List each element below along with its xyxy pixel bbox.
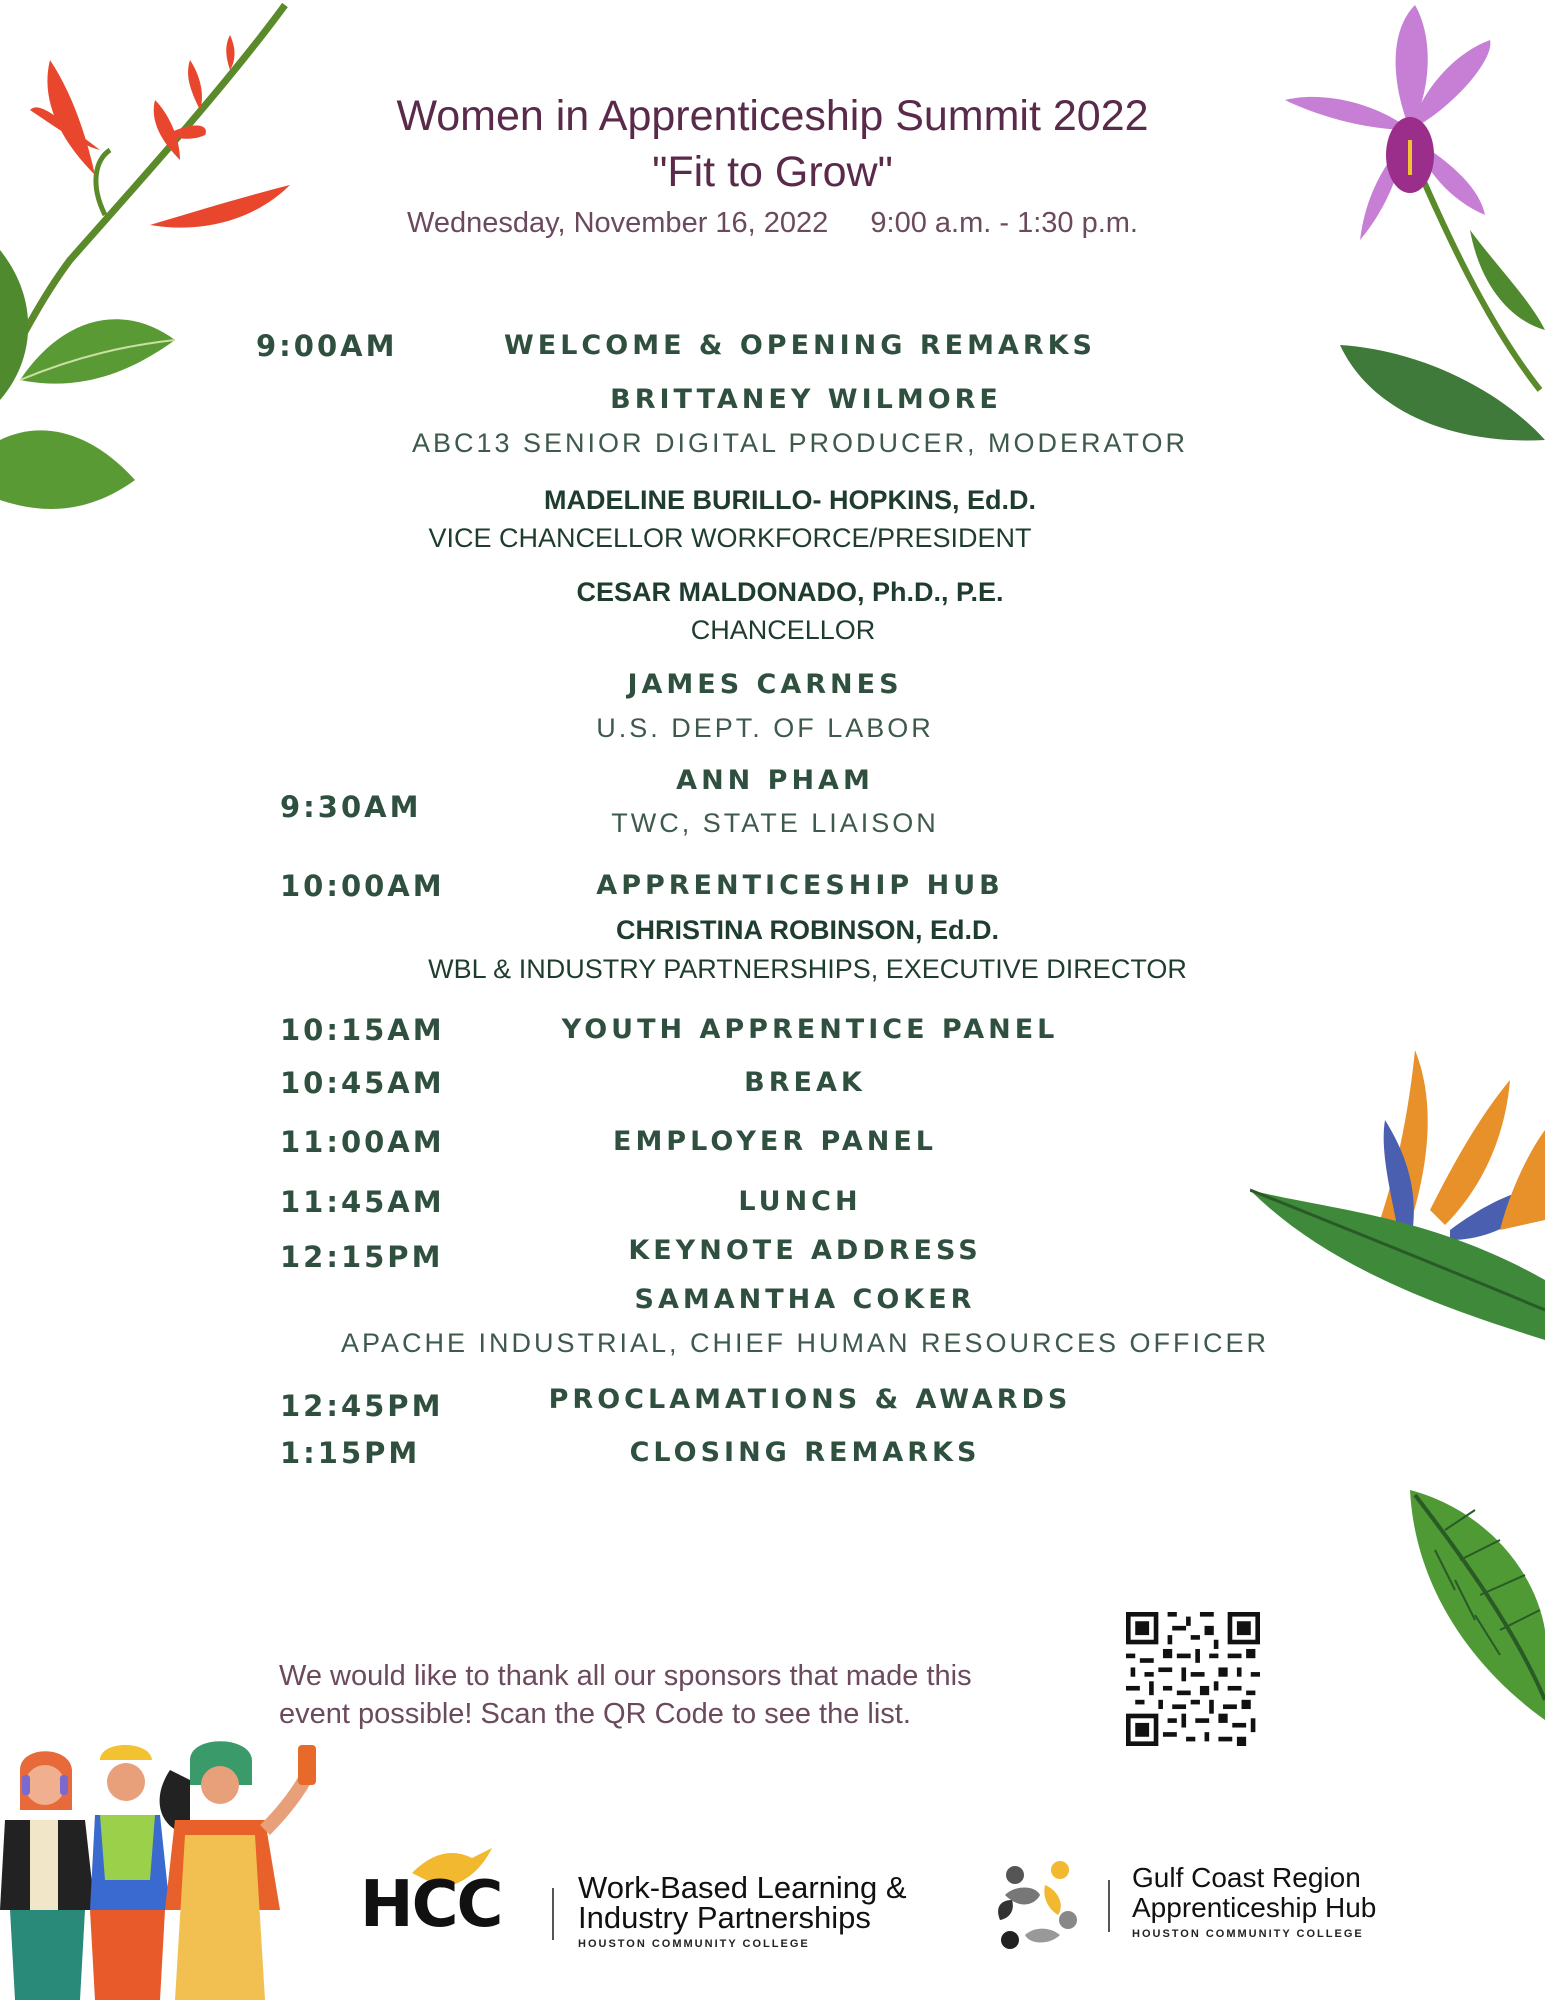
sponsor-thanks-line: We would like to thank all our sponsors that made this [279, 1660, 972, 1692]
speaker-role: U.S. DEPT. OF LABOR [596, 713, 934, 743]
hcc-logo: HCC [360, 1868, 502, 1942]
logo-divider [552, 1888, 554, 1940]
agenda-time: 11:45AM [280, 1185, 445, 1219]
sponsor-qr-code[interactable] [1126, 1612, 1260, 1746]
speaker-name: SAMANTHA COKER [634, 1284, 976, 1315]
agenda-event: APPRENTICESHIP HUB [596, 870, 1004, 901]
agenda-time: 10:15AM [280, 1013, 445, 1047]
sponsor-thanks-text [279, 1657, 1139, 1733]
wbl-logo-line: Work-Based Learning & [578, 1870, 907, 1905]
logo-divider [1108, 1880, 1110, 1932]
agenda-event: LUNCH [738, 1186, 862, 1217]
speaker-role: TWC, STATE LIAISON [611, 808, 939, 838]
apprenticeship-hub-logo-icon [980, 1850, 1090, 1960]
wbl-logo [578, 1870, 907, 1950]
sponsor-thanks-line: event possible! Scan the QR Code to see the list. [279, 1698, 911, 1730]
hub-logo-line: Gulf Coast Region [1132, 1862, 1361, 1893]
summit-title: Women in Apprenticeship Summit 2022 [396, 92, 1149, 140]
speaker-name: CHRISTINA ROBINSON, Ed.D. [615, 915, 999, 945]
speaker-role: ABC13 SENIOR DIGITAL PRODUCER, MODERATOR [411, 428, 1189, 458]
agenda-time: 10:45AM [280, 1066, 445, 1100]
women-workers-illustration [0, 1740, 340, 2000]
speaker-name: MADELINE BURILLO- HOPKINS, Ed.D. [544, 485, 1036, 515]
wbl-logo-sub: HOUSTON COMMUNITY COLLEGE [578, 1938, 810, 1950]
agenda-time: 9:00AM [256, 329, 398, 363]
event-date: Wednesday, November 16, 2022 [407, 207, 829, 239]
wbl-logo-line: Industry Partnerships [578, 1900, 871, 1935]
apprenticeship-hub-logo [1132, 1863, 1376, 1940]
hub-logo-sub: HOUSTON COMMUNITY COLLEGE [1132, 1928, 1364, 1940]
agenda-event: KEYNOTE ADDRESS [628, 1235, 982, 1266]
agenda-time: 12:15PM [280, 1240, 444, 1274]
agenda-event: CLOSING REMARKS [629, 1437, 981, 1468]
red-flower-branch-illustration [0, 0, 310, 540]
speaker-name: JAMES CARNES [627, 669, 903, 700]
agenda-time: 12:45PM [280, 1389, 444, 1423]
speaker-role: CHANCELLOR [690, 615, 876, 645]
agenda-event: EMPLOYER PANEL [613, 1126, 937, 1157]
agenda-event: YOUTH APPRENTICE PANEL [561, 1014, 1059, 1045]
hub-logo-line: Apprenticeship Hub [1132, 1892, 1377, 1923]
speaker-name: ANN PHAM [676, 765, 874, 796]
agenda-time: 9:30AM [280, 790, 422, 824]
speaker-role: APACHE INDUSTRIAL, CHIEF HUMAN RESOURCES OFFICER [340, 1328, 1270, 1358]
speaker-name: CESAR MALDONADO, Ph.D., P.E. [576, 577, 1004, 607]
palm-leaf-illustration [1405, 1480, 1545, 1720]
speaker-name: BRITTANEY WILMORE [610, 384, 1002, 415]
summit-subtitle: "Fit to Grow" [652, 148, 893, 196]
speaker-role: WBL & INDUSTRY PARTNERSHIPS, EXECUTIVE DIRECTOR [428, 954, 1187, 984]
agenda-event: WELCOME & OPENING REMARKS [504, 330, 1096, 361]
agenda-event: PROCLAMATIONS & AWARDS [548, 1384, 1072, 1415]
event-time: 9:00 a.m. - 1:30 p.m. [870, 207, 1138, 239]
speaker-role: VICE CHANCELLOR WORKFORCE/PRESIDENT [428, 523, 1032, 553]
bird-of-paradise-illustration [1250, 1040, 1545, 1350]
agenda-time: 1:15PM [280, 1436, 421, 1470]
agenda-time: 10:00AM [280, 869, 445, 903]
agenda-event: BREAK [744, 1067, 866, 1098]
event-date-time [0, 207, 1545, 240]
agenda-time: 11:00AM [280, 1125, 445, 1159]
